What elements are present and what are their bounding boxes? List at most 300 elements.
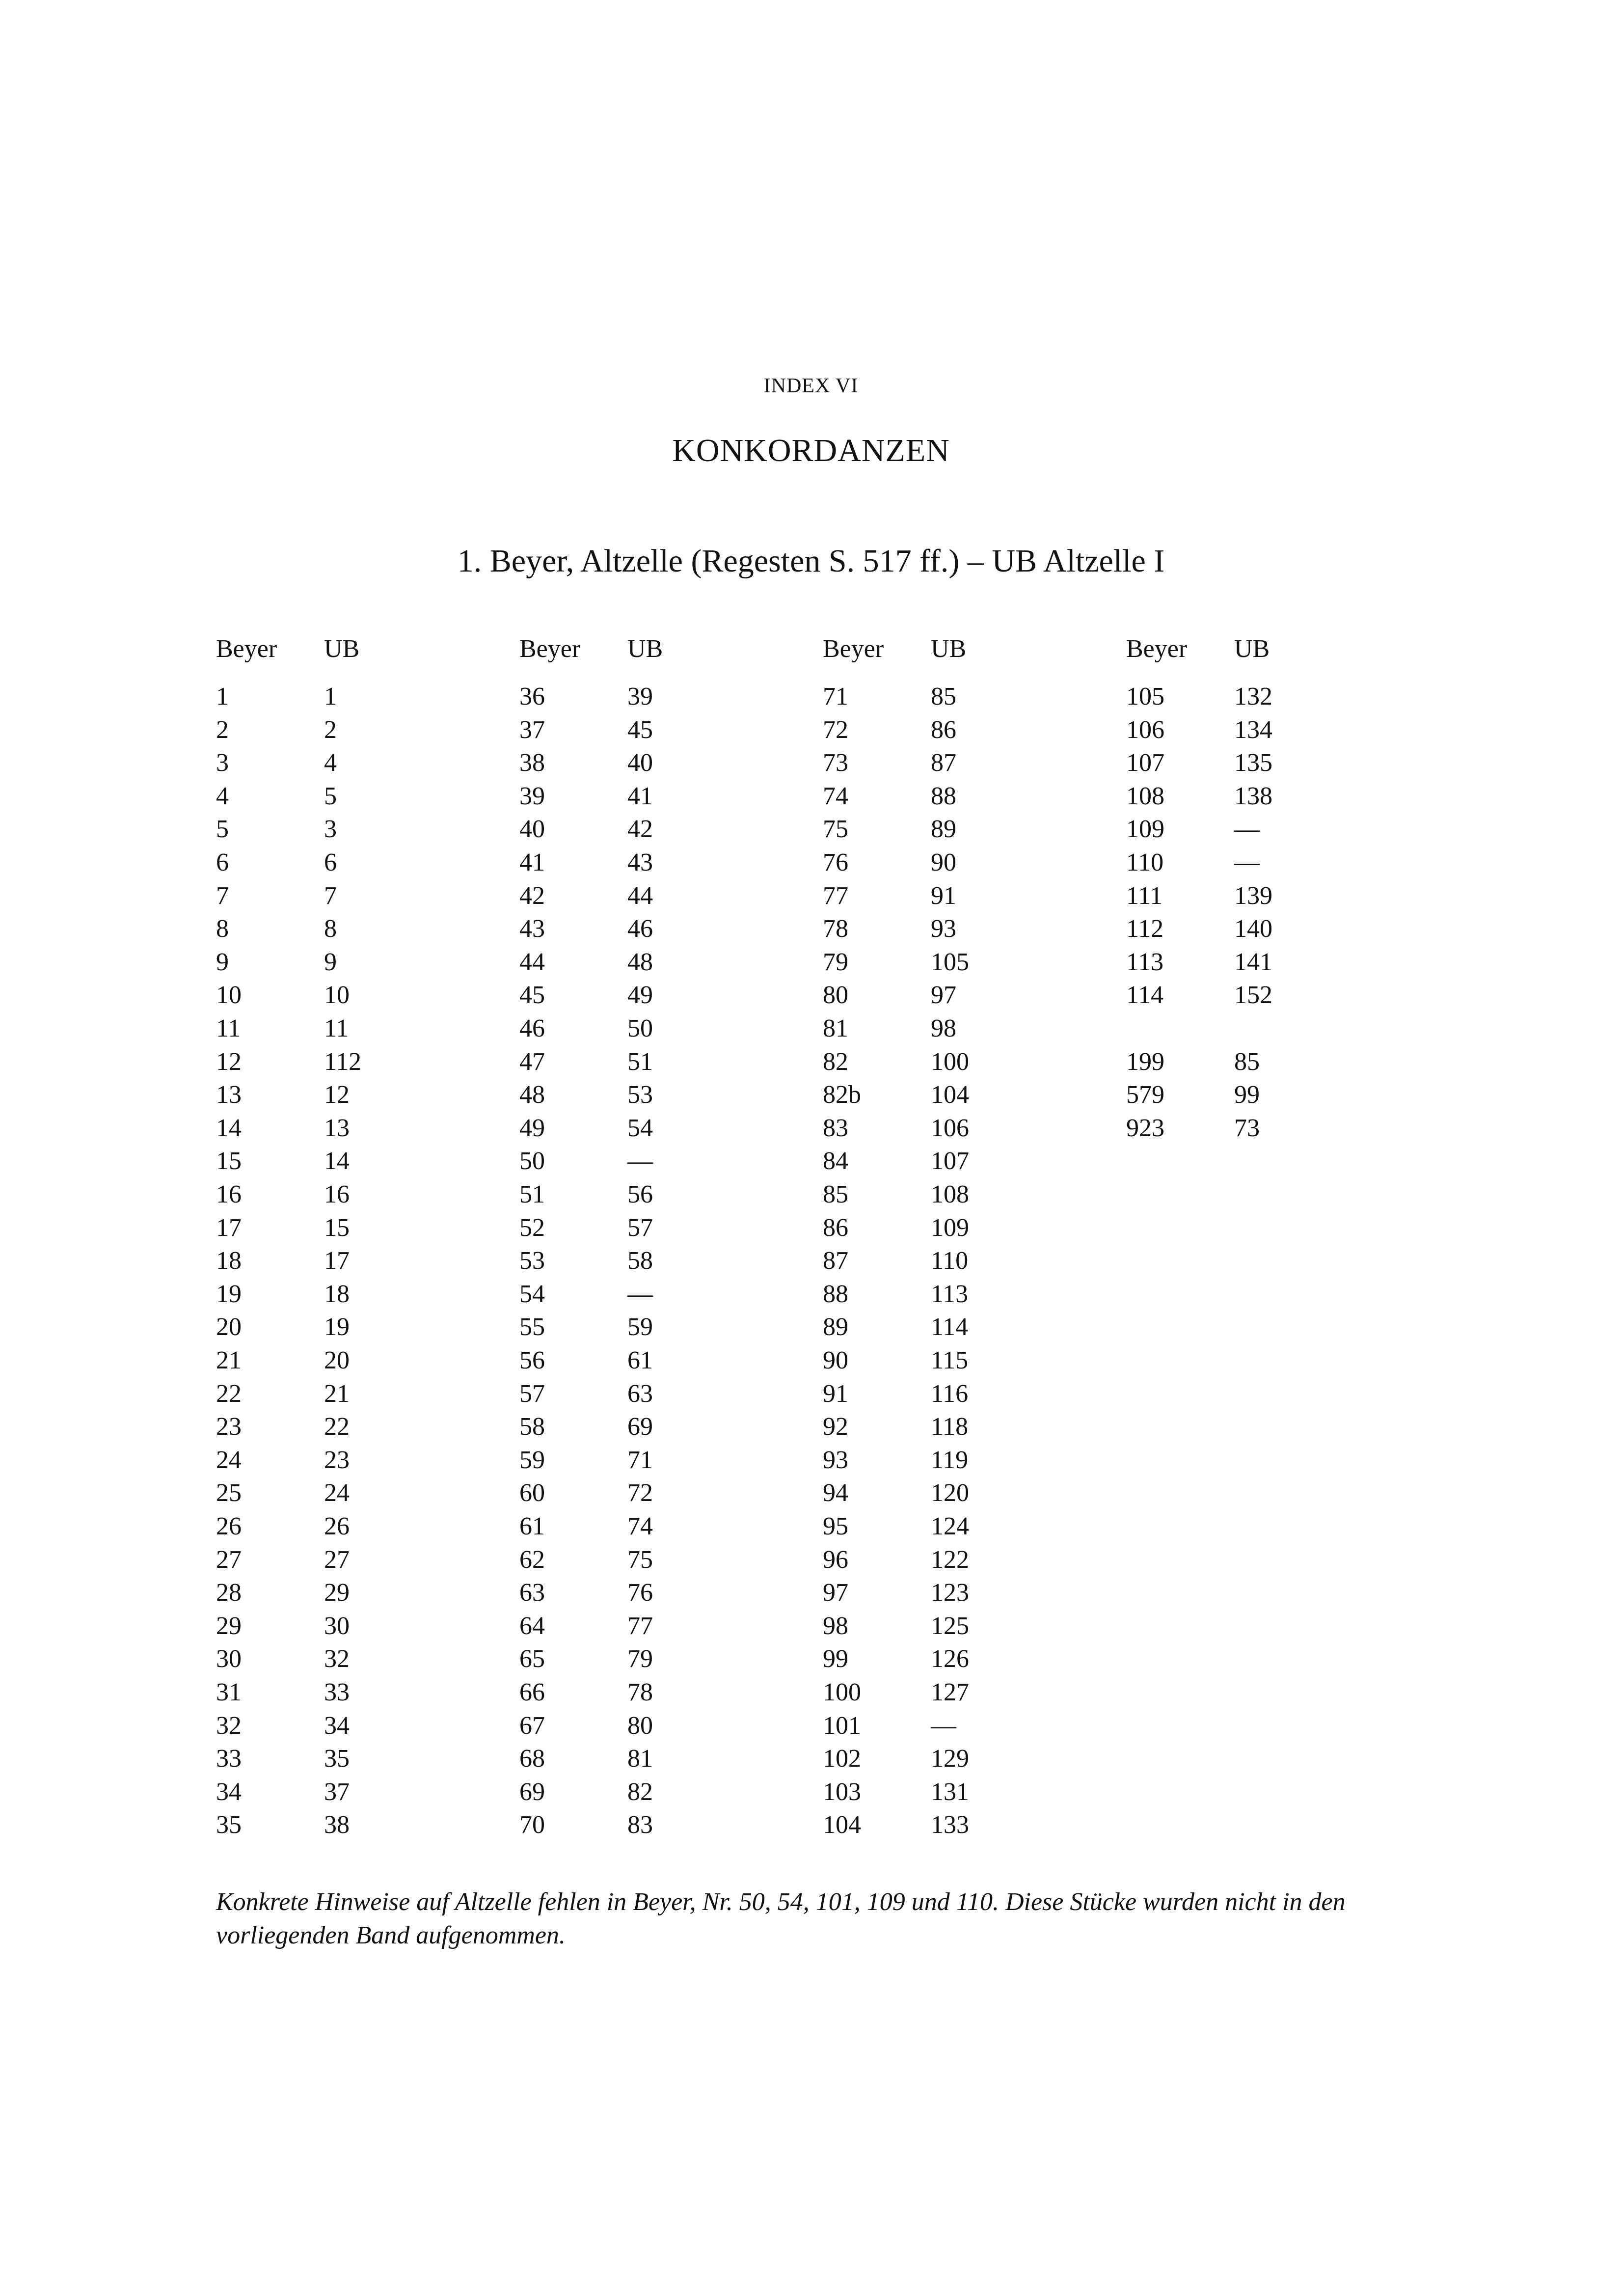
- column-header-beyer: Beyer: [216, 635, 277, 663]
- table-row: [823, 1476, 1098, 1510]
- ub-number: 134: [1234, 715, 1272, 744]
- ub-number: 63: [627, 1379, 653, 1408]
- table-row: [823, 746, 1098, 780]
- table-row: [216, 1742, 491, 1776]
- ub-number: 113: [931, 1280, 969, 1308]
- ub-number: 115: [931, 1346, 969, 1374]
- table-row: [519, 713, 794, 747]
- beyer-number: 6: [216, 848, 229, 876]
- ub-number: 39: [627, 683, 653, 711]
- ub-number: 85: [1234, 1047, 1260, 1076]
- ub-number: —: [627, 1147, 653, 1175]
- beyer-number: 87: [823, 1247, 848, 1275]
- table-row: [519, 1476, 794, 1510]
- table-row: [519, 1742, 794, 1776]
- beyer-number: 7: [216, 881, 229, 910]
- beyer-number: 13: [216, 1081, 242, 1109]
- beyer-number: 44: [519, 948, 545, 976]
- ub-number: 21: [324, 1379, 350, 1408]
- table-row: [519, 1112, 794, 1145]
- beyer-number: 81: [823, 1014, 848, 1042]
- table-row: [823, 1045, 1098, 1079]
- ub-number: 38: [324, 1811, 350, 1839]
- beyer-number: 94: [823, 1479, 848, 1507]
- ub-number: 79: [627, 1645, 653, 1673]
- ub-number: 49: [627, 981, 653, 1010]
- beyer-number: 99: [823, 1645, 848, 1673]
- table-row: [823, 1709, 1098, 1743]
- ub-number: 3: [324, 815, 337, 844]
- beyer-number: 41: [519, 848, 545, 876]
- beyer-number: 68: [519, 1745, 545, 1773]
- ub-number: 114: [931, 1313, 969, 1341]
- table-row: [823, 1642, 1098, 1676]
- ub-number: 93: [931, 915, 956, 943]
- table-row: [1126, 946, 1401, 979]
- ub-number: 5: [324, 782, 337, 810]
- column-header-beyer: Beyer: [519, 635, 581, 663]
- table-row: [216, 1543, 491, 1577]
- beyer-number: 23: [216, 1413, 242, 1441]
- beyer-number: 114: [1126, 981, 1164, 1010]
- beyer-number: 57: [519, 1379, 545, 1408]
- ub-number: 100: [931, 1047, 969, 1076]
- table-row: [1126, 1045, 1401, 1079]
- ub-number: 19: [324, 1313, 350, 1341]
- table-row: [823, 1377, 1098, 1411]
- table-row: [519, 1510, 794, 1543]
- ub-number: 97: [931, 981, 956, 1010]
- beyer-number: 98: [823, 1612, 848, 1640]
- table-row: [519, 813, 794, 846]
- beyer-number: 51: [519, 1180, 545, 1208]
- table-row: [519, 1145, 794, 1178]
- beyer-number: 579: [1126, 1081, 1164, 1109]
- ub-number: 77: [627, 1612, 653, 1640]
- ub-number: 43: [627, 848, 653, 876]
- beyer-number: 31: [216, 1678, 242, 1706]
- ub-number: 91: [931, 881, 956, 910]
- beyer-number: 19: [216, 1280, 242, 1308]
- ub-number: 122: [931, 1545, 969, 1574]
- table-row: [216, 1178, 491, 1211]
- table-row: [519, 1178, 794, 1211]
- ub-number: —: [931, 1711, 956, 1740]
- ub-number: 37: [324, 1777, 350, 1806]
- table-row: [823, 680, 1098, 713]
- beyer-number: 5: [216, 815, 229, 844]
- beyer-number: 48: [519, 1081, 545, 1109]
- beyer-number: 54: [519, 1280, 545, 1308]
- beyer-number: 75: [823, 815, 848, 844]
- ub-number: 29: [324, 1579, 350, 1607]
- ub-number: 98: [931, 1014, 956, 1042]
- table-row: [216, 846, 491, 879]
- section-title: 1. Beyer, Altzelle (Regesten S. 517 ff.) – UB Altzelle I: [457, 543, 1165, 579]
- page-title: KONKORDANZEN: [672, 433, 950, 468]
- table-row: [519, 1410, 794, 1444]
- beyer-number: 40: [519, 815, 545, 844]
- beyer-number: 108: [1126, 782, 1164, 810]
- beyer-number: 62: [519, 1545, 545, 1574]
- ub-number: 26: [324, 1512, 350, 1540]
- beyer-number: 100: [823, 1678, 861, 1706]
- beyer-number: 101: [823, 1711, 861, 1740]
- beyer-number: 38: [519, 749, 545, 777]
- table-row: [519, 912, 794, 946]
- table-row: [823, 1676, 1098, 1709]
- ub-number: 90: [931, 848, 956, 876]
- beyer-number: 35: [216, 1811, 242, 1839]
- table-row: [823, 1444, 1098, 1477]
- beyer-number: 22: [216, 1379, 242, 1408]
- ub-number: 125: [931, 1612, 969, 1640]
- table-row: [216, 1311, 491, 1344]
- table-row: [823, 1543, 1098, 1577]
- beyer-number: 42: [519, 881, 545, 910]
- beyer-number: 72: [823, 715, 848, 744]
- table-row: [216, 912, 491, 946]
- ub-number: 61: [627, 1346, 653, 1374]
- footnote: Konkrete Hinweise auf Altzelle fehlen in Beyer, Nr. 50, 54, 101, 109 und 110. Diese Stücke wurden nicht in den vorliegenden Band aufgenommen.: [216, 1888, 1346, 1949]
- beyer-number: 1: [216, 683, 229, 711]
- ub-number: 88: [931, 782, 956, 810]
- ub-number: 1: [324, 683, 337, 711]
- beyer-number: 74: [823, 782, 848, 810]
- table-row: [823, 780, 1098, 813]
- table-row: [519, 1776, 794, 1809]
- beyer-number: 46: [519, 1014, 545, 1042]
- beyer-number: 96: [823, 1545, 848, 1574]
- beyer-number: 9: [216, 948, 229, 976]
- table-row: [216, 1476, 491, 1510]
- table-row: [216, 1808, 491, 1842]
- beyer-number: 73: [823, 749, 848, 777]
- ub-number: 32: [324, 1645, 350, 1673]
- table-row: [519, 1012, 794, 1045]
- table-row: [1126, 780, 1401, 813]
- table-row: [1126, 879, 1401, 913]
- beyer-number: 84: [823, 1147, 848, 1175]
- ub-number: 27: [324, 1545, 350, 1574]
- table-row: [1126, 746, 1401, 780]
- beyer-number: 71: [823, 683, 848, 711]
- ub-number: 80: [627, 1711, 653, 1740]
- ub-number: 83: [627, 1811, 653, 1839]
- table-row: [823, 1576, 1098, 1610]
- beyer-number: 77: [823, 881, 848, 910]
- ub-number: 112: [324, 1047, 362, 1076]
- table-row: [519, 1045, 794, 1079]
- beyer-number: 92: [823, 1413, 848, 1441]
- beyer-number: 93: [823, 1446, 848, 1474]
- ub-number: 131: [931, 1777, 969, 1806]
- ub-number: 152: [1234, 981, 1272, 1010]
- table-row: [216, 680, 491, 713]
- column-header-ub: UB: [627, 635, 663, 663]
- ub-number: 120: [931, 1479, 969, 1507]
- table-row: [216, 1211, 491, 1245]
- ub-number: 126: [931, 1645, 969, 1673]
- beyer-number: 923: [1126, 1114, 1164, 1142]
- table-row: [823, 1244, 1098, 1278]
- ub-number: 8: [324, 915, 337, 943]
- beyer-number: 95: [823, 1512, 848, 1540]
- beyer-number: 25: [216, 1479, 242, 1507]
- ub-number: 57: [627, 1213, 653, 1242]
- table-row: [823, 713, 1098, 747]
- table-row: [216, 1676, 491, 1709]
- column-header-beyer: Beyer: [1126, 635, 1188, 663]
- ub-number: 69: [627, 1413, 653, 1441]
- ub-number: —: [1234, 815, 1260, 844]
- ub-number: 138: [1234, 782, 1272, 810]
- table-row: [1126, 912, 1401, 946]
- beyer-number: 70: [519, 1811, 545, 1839]
- ub-number: 82: [627, 1777, 653, 1806]
- table-row: [519, 1543, 794, 1577]
- beyer-number: 110: [1126, 848, 1164, 876]
- ub-number: 54: [627, 1114, 653, 1142]
- beyer-number: 15: [216, 1147, 242, 1175]
- ub-number: 87: [931, 749, 956, 777]
- beyer-number: 61: [519, 1512, 545, 1540]
- ub-number: 59: [627, 1313, 653, 1341]
- beyer-number: 65: [519, 1645, 545, 1673]
- beyer-number: 33: [216, 1745, 242, 1773]
- ub-number: 129: [931, 1745, 969, 1773]
- table-row: [519, 746, 794, 780]
- table-row: [823, 912, 1098, 946]
- table-row: [216, 746, 491, 780]
- ub-number: 75: [627, 1545, 653, 1574]
- ub-number: 35: [324, 1745, 350, 1773]
- ub-number: 119: [931, 1446, 969, 1474]
- table-row: [519, 1311, 794, 1344]
- beyer-number: 24: [216, 1446, 242, 1474]
- beyer-number: 60: [519, 1479, 545, 1507]
- ub-number: 109: [931, 1213, 969, 1242]
- ub-number: 33: [324, 1678, 350, 1706]
- table-row: [216, 1576, 491, 1610]
- table-row: [216, 1112, 491, 1145]
- beyer-number: 105: [1126, 683, 1164, 711]
- beyer-number: 28: [216, 1579, 242, 1607]
- beyer-number: 111: [1126, 881, 1163, 910]
- table-row: [823, 1278, 1098, 1311]
- beyer-number: 27: [216, 1545, 242, 1574]
- beyer-number: 82b: [823, 1081, 861, 1109]
- beyer-number: 20: [216, 1313, 242, 1341]
- ub-number: 86: [931, 715, 956, 744]
- beyer-number: 58: [519, 1413, 545, 1441]
- table-row: [823, 1311, 1098, 1344]
- ub-number: 133: [931, 1811, 969, 1839]
- ub-number: 56: [627, 1180, 653, 1208]
- beyer-number: 79: [823, 948, 848, 976]
- ub-number: 74: [627, 1512, 653, 1540]
- beyer-number: 18: [216, 1247, 242, 1275]
- table-row: [519, 1642, 794, 1676]
- table-row: [519, 680, 794, 713]
- table-row: [216, 1078, 491, 1112]
- ub-number: —: [627, 1280, 653, 1308]
- ub-number: 139: [1234, 881, 1272, 910]
- beyer-number: 53: [519, 1247, 545, 1275]
- beyer-number: 8: [216, 915, 229, 943]
- beyer-number: 3: [216, 749, 229, 777]
- table-row: [216, 1344, 491, 1377]
- table-row: [519, 1211, 794, 1245]
- beyer-number: 112: [1126, 915, 1164, 943]
- table-row: [216, 1377, 491, 1411]
- table-row: [519, 1709, 794, 1743]
- beyer-number: 2: [216, 715, 229, 744]
- beyer-number: 90: [823, 1346, 848, 1374]
- table-row: [519, 1344, 794, 1377]
- ub-number: 108: [931, 1180, 969, 1208]
- ub-number: 51: [627, 1047, 653, 1076]
- beyer-number: 56: [519, 1346, 545, 1374]
- table-row: [823, 1078, 1098, 1112]
- column-header-beyer: Beyer: [823, 635, 884, 663]
- beyer-number: 89: [823, 1313, 848, 1341]
- ub-number: 48: [627, 948, 653, 976]
- beyer-number: 88: [823, 1280, 848, 1308]
- beyer-number: 21: [216, 1346, 242, 1374]
- ub-number: 50: [627, 1014, 653, 1042]
- table-row: [823, 1112, 1098, 1145]
- beyer-number: 36: [519, 683, 545, 711]
- table-row: [1126, 713, 1401, 747]
- ub-number: 124: [931, 1512, 969, 1540]
- table-row: [519, 879, 794, 913]
- table-row: [519, 1244, 794, 1278]
- ub-number: 14: [324, 1147, 350, 1175]
- beyer-number: 103: [823, 1777, 861, 1806]
- beyer-number: 69: [519, 1777, 545, 1806]
- table-row: [216, 780, 491, 813]
- beyer-number: 43: [519, 915, 545, 943]
- table-row: [519, 1576, 794, 1610]
- table-row: [1126, 680, 1401, 713]
- table-row: [216, 946, 491, 979]
- beyer-number: 82: [823, 1047, 848, 1076]
- beyer-number: 199: [1126, 1047, 1164, 1076]
- table-row: [823, 1145, 1098, 1178]
- ub-number: 18: [324, 1280, 350, 1308]
- ub-number: —: [1234, 848, 1260, 876]
- beyer-number: 50: [519, 1147, 545, 1175]
- ub-number: 72: [627, 1479, 653, 1507]
- column-header-ub: UB: [324, 635, 360, 663]
- ub-number: 78: [627, 1678, 653, 1706]
- ub-number: 110: [931, 1247, 969, 1275]
- ub-number: 15: [324, 1213, 350, 1242]
- ub-number: 53: [627, 1081, 653, 1109]
- table-row: [823, 879, 1098, 913]
- beyer-number: 109: [1126, 815, 1164, 844]
- ub-number: 23: [324, 1446, 350, 1474]
- ub-number: 85: [931, 683, 956, 711]
- table-row: [823, 979, 1098, 1012]
- column-header-ub: UB: [931, 635, 967, 663]
- ub-number: 71: [627, 1446, 653, 1474]
- ub-number: 140: [1234, 915, 1272, 943]
- table-row: [823, 946, 1098, 979]
- table-row: [216, 1145, 491, 1178]
- table-row: [823, 846, 1098, 879]
- table-row: [823, 813, 1098, 846]
- beyer-number: 91: [823, 1379, 848, 1408]
- index-label: INDEX VI: [763, 375, 859, 397]
- table-row: [216, 1278, 491, 1311]
- table-row: [216, 1776, 491, 1809]
- ub-number: 45: [627, 715, 653, 744]
- table-row: [1126, 813, 1401, 846]
- beyer-number: 80: [823, 981, 848, 1010]
- ub-number: 42: [627, 815, 653, 844]
- beyer-number: 66: [519, 1678, 545, 1706]
- ub-number: 116: [931, 1379, 969, 1408]
- table-row: [519, 946, 794, 979]
- table-row: [216, 813, 491, 846]
- ub-number: 135: [1234, 749, 1272, 777]
- ub-number: 22: [324, 1413, 350, 1441]
- beyer-number: 107: [1126, 749, 1164, 777]
- ub-number: 30: [324, 1612, 350, 1640]
- ub-number: 107: [931, 1147, 969, 1175]
- table-row: [519, 1610, 794, 1643]
- ub-number: 44: [627, 881, 653, 910]
- ub-number: 10: [324, 981, 350, 1010]
- table-row: [216, 1610, 491, 1643]
- table-row: [216, 1410, 491, 1444]
- beyer-number: 17: [216, 1213, 242, 1242]
- beyer-number: 45: [519, 981, 545, 1010]
- table-row: [216, 1244, 491, 1278]
- beyer-number: 39: [519, 782, 545, 810]
- ub-number: 12: [324, 1081, 350, 1109]
- table-row: [216, 879, 491, 913]
- ub-number: 4: [324, 749, 337, 777]
- table-row: [216, 1709, 491, 1743]
- beyer-number: 14: [216, 1114, 242, 1142]
- beyer-number: 104: [823, 1811, 861, 1839]
- ub-number: 99: [1234, 1081, 1260, 1109]
- beyer-number: 11: [216, 1014, 241, 1042]
- beyer-number: 37: [519, 715, 545, 744]
- ub-number: 89: [931, 815, 956, 844]
- beyer-number: 78: [823, 915, 848, 943]
- beyer-number: 64: [519, 1612, 545, 1640]
- beyer-number: 12: [216, 1047, 242, 1076]
- beyer-number: 29: [216, 1612, 242, 1640]
- beyer-number: 49: [519, 1114, 545, 1142]
- table-row: [1126, 1078, 1401, 1112]
- beyer-number: 52: [519, 1213, 545, 1242]
- table-row: [216, 713, 491, 747]
- table-row: [519, 1676, 794, 1709]
- beyer-number: 4: [216, 782, 229, 810]
- table-row: [216, 1642, 491, 1676]
- ub-number: 9: [324, 948, 337, 976]
- table-row: [823, 1211, 1098, 1245]
- beyer-number: 47: [519, 1047, 545, 1076]
- ub-number: 2: [324, 715, 337, 744]
- table-row: [519, 1444, 794, 1477]
- ub-number: 7: [324, 881, 337, 910]
